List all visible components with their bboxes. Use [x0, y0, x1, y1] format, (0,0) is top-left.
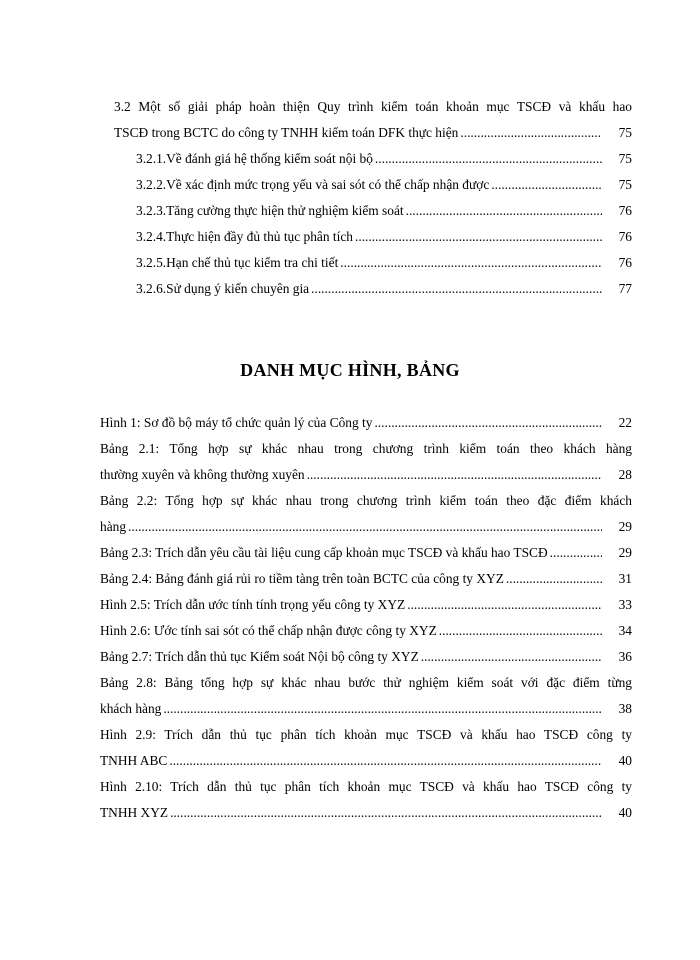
- toc-entry-3-2-3: [114, 198, 632, 224]
- dot-leader: [421, 644, 602, 670]
- lof-entry-text-line1: Hình 2.10: Trích dẫn thủ tục phân tích khoản mục TSCĐ và khấu hao TSCĐ công ty: [100, 779, 632, 794]
- lof-entry-text-line2: khách hàng: [100, 701, 162, 716]
- dot-leader: [163, 696, 602, 722]
- toc-entry-page: 77: [618, 281, 632, 296]
- dot-leader: [128, 514, 602, 540]
- lof-entry: [100, 566, 632, 592]
- toc-entry-3-2-1: [114, 146, 632, 172]
- lof-entry-text-line1: Bảng 2.8: Bảng tổng hợp sự khác nhau bước thử nghiệm kiểm soát với đặc điểm từng: [100, 675, 632, 690]
- lof-entry: [100, 410, 632, 436]
- lof-entry-text: Hình 2.5: Trích dẫn ước tính tính trọng yếu công ty XYZ: [100, 597, 406, 612]
- lof-entry-page: 29: [618, 519, 632, 534]
- lof-entry-page: 34: [618, 623, 632, 638]
- lof-entry-page: 33: [618, 597, 632, 612]
- lof-entry: [100, 540, 632, 566]
- lof-entry: [100, 618, 632, 644]
- lof-entry-page: 40: [618, 805, 632, 820]
- toc-entry-3-2-2: [114, 172, 632, 198]
- dot-leader: [491, 172, 602, 198]
- lof-entry-text: Bảng 2.4: Bảng đánh giá rủi ro tiềm tàng trên toàn BCTC của công ty XYZ: [100, 571, 504, 586]
- lof-entry-page: 28: [618, 467, 632, 482]
- lof-entry-text: Hình 1: Sơ đồ bộ máy tổ chức quản lý của Công ty: [100, 415, 373, 430]
- lof-entry-text-line2: TNHH XYZ: [100, 805, 169, 820]
- lof-entry-text: Hình 2.6: Ước tính sai sót có thể chấp nhận được công ty XYZ: [100, 623, 437, 638]
- dot-leader: [355, 224, 602, 250]
- dot-leader: [307, 462, 602, 488]
- lof-entry-page: 38: [618, 701, 632, 716]
- lof-entry: [100, 722, 632, 774]
- dot-leader: [311, 276, 602, 302]
- lof-entry-text: Bảng 2.7: Trích dẫn thủ tục Kiểm soát Nội bộ công ty XYZ: [100, 649, 419, 664]
- lof-entry-text-line1: Hình 2.9: Trích dẫn thủ tục phân tích khoản mục TSCĐ và khấu hao TSCĐ công ty: [100, 727, 632, 742]
- lof-entry-text-line1: Bảng 2.1: Tổng hợp sự khác nhau trong chương trình kiểm toán theo khách hàng: [100, 441, 632, 456]
- lof-entry-page: 29: [618, 545, 632, 560]
- lof-entry: [100, 670, 632, 722]
- lof-entry-text-line1: Bảng 2.2: Tổng hợp sự khác nhau trong chương trình kiểm toán theo đặc điểm khách: [100, 493, 632, 508]
- dot-leader: [375, 146, 602, 172]
- toc-entry-text: 3.2.6.Sử dụng ý kiến chuyên gia: [136, 281, 310, 296]
- lof-entry-text-line2: thường xuyên và không thường xuyên: [100, 467, 305, 482]
- toc-entry-text: 3.2.3.Tăng cường thực hiện thử nghiệm kiểm soát: [136, 203, 404, 218]
- dot-leader: [169, 748, 602, 774]
- lof-entry: [100, 436, 632, 488]
- toc-entry-page: 76: [618, 203, 632, 218]
- toc-entry-text-line1: 3.2 Một số giải pháp hoàn thiện Quy trình kiểm toán khoản mục TSCĐ và khấu hao: [114, 99, 632, 114]
- list-of-figures-heading: DANH MỤC HÌNH, BẢNG: [240, 360, 460, 380]
- toc-entry-3-2: [114, 94, 632, 146]
- lof-entry-page: 40: [618, 753, 632, 768]
- dot-leader: [170, 800, 602, 826]
- toc-entry-text: 3.2.5.Hạn chế thủ tục kiểm tra chi tiết: [136, 255, 339, 270]
- list-of-figures-tables: [100, 410, 632, 826]
- dot-leader: [407, 592, 602, 618]
- lof-entry-text: Bảng 2.3: Trích dẫn yêu cầu tài liệu cung cấp khoản mục TSCĐ và khấu hao TSCĐ: [100, 545, 548, 560]
- dot-leader: [506, 566, 602, 592]
- toc-entry-text-line2: TSCĐ trong BCTC do công ty TNHH kiểm toán DFK thực hiện: [114, 125, 459, 140]
- toc-entry-page: 76: [618, 229, 632, 244]
- lof-entry-page: 36: [618, 649, 632, 664]
- toc-entry-page: 75: [618, 151, 632, 166]
- lof-entry-page: 31: [618, 571, 632, 586]
- toc-entry-text: 3.2.2.Về xác định mức trọng yếu và sai sót có thể chấp nhận được: [136, 177, 490, 192]
- dot-leader: [460, 120, 602, 146]
- toc-entry-3-2-5: [114, 250, 632, 276]
- lof-entry-page: 22: [618, 415, 632, 430]
- lof-entry: [100, 488, 632, 540]
- lof-entry: [100, 774, 632, 826]
- toc-entry-3-2-6: [114, 276, 632, 302]
- dot-leader: [439, 618, 602, 644]
- toc-entry-text: 3.2.4.Thực hiện đầy đủ thủ tục phân tích: [136, 229, 353, 244]
- lof-entry: [100, 592, 632, 618]
- dot-leader: [406, 198, 602, 224]
- lof-entry-text-line2: TNHH ABC: [100, 753, 168, 768]
- dot-leader: [374, 410, 602, 436]
- toc-entry-3-2-4: [114, 224, 632, 250]
- lof-entry: [100, 644, 632, 670]
- toc-entry-page: 76: [618, 255, 632, 270]
- table-of-contents: [114, 94, 632, 302]
- toc-entry-text: 3.2.1.Về đánh giá hệ thống kiểm soát nội bộ: [136, 151, 373, 166]
- dot-leader: [550, 540, 602, 566]
- toc-entry-page: 75: [618, 125, 632, 140]
- toc-entry-page: 75: [618, 177, 632, 192]
- lof-entry-text-line2: hàng: [100, 519, 127, 534]
- dot-leader: [340, 250, 602, 276]
